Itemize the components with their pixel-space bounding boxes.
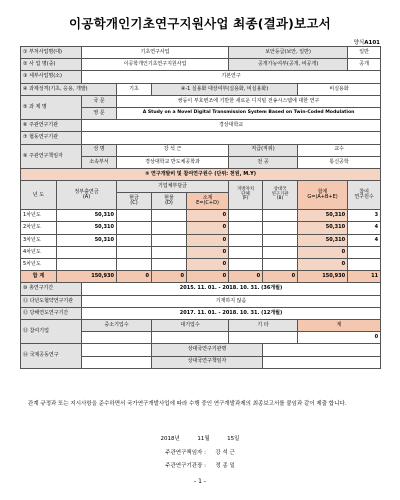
- row-period: ⑩ 총연구기간 2015. 11. 01. - 2018. 10. 31. (36개월): [21, 283, 381, 295]
- report-date: 2018년 11월 15일: [160, 436, 240, 442]
- row-current-period: ⑫ 당해연도연구기간 2017. 11. 01. - 2018. 10. 31. (12개월): [21, 307, 381, 319]
- page-title: 이공학개인기초연구지원사업 최종(결과)보고서: [69, 16, 331, 31]
- budget-row: 3차년도 50,310 0 50,310 4: [21, 234, 381, 246]
- row-ministry: ① 부처사업명(대) 기초연구사업 보안등급(보안, 일반) 일반: [21, 47, 381, 59]
- signer-pi: 주관연구책임자 : 강 석 근: [165, 450, 235, 456]
- row-multi-org: ⑪ 다년도협약연구기관 기재하지 않음: [21, 295, 381, 307]
- budget-header-2: 현금 (C) 현물 (D) 소계 E=(C+D): [21, 193, 381, 210]
- row-project: ② 사 업 명(중) 이공학개인기초연구지원사업 공개가능여부(공개, 비공개) 공개: [21, 59, 381, 71]
- report-table: [20, 46, 381, 369]
- budget-row: 1차년도 50,310 0 50,310 3: [21, 210, 381, 222]
- statement-text: 관계 규정과 또는 지시사항을 준수하면서 국가연구개발사업에 따라 수행 중인 연구개발과제의 최종보고서를 붙임과 같이 제출 합니다.: [28, 401, 347, 407]
- row-host-org: ⑥ 주관연구기관 경상대학교: [21, 120, 381, 132]
- budget-row: 5차년도 0 0: [21, 259, 381, 271]
- row-participating-1: ⑬ 참여기업 중소기업수 대기업수 기 타 계: [21, 319, 381, 331]
- row-participating-2: 0: [21, 332, 381, 344]
- form-code: 양식A101: [353, 40, 380, 46]
- budget-title-row: ⑨ 연구개발비 및 참여연구원수 (단위: 천원, M.Y): [21, 168, 381, 180]
- page-number: - 1 -: [194, 478, 206, 485]
- row-intl-2: 상대국연구책임자: [21, 356, 381, 368]
- row-intl-1: ⑭ 국제공동연구 상대국연구기관명: [21, 344, 381, 356]
- budget-header-1: 년 도 정부출연금 (A) 기업체부담금 지방자치 단체 (F) 상대국 연구기관 (B) 합계 G=(A+B+E) 참여 연구원수: [21, 181, 381, 193]
- row-pi-2: 소속부서 경상대학교 반도체공학과 전 공 통신공학: [21, 156, 381, 168]
- row-task-en: 영 문 A Study on a Novel Digital Transmission System Based on Twin-Coded Modulation: [21, 107, 381, 119]
- row-type: ④ 과제성격(기초, 응용, 개발) 기초 ④-1 실용화 대상여부(실용화, 비실용화) 비실용화: [21, 83, 381, 95]
- row-pi-1: ⑧ 주관연구책임자 성 명 강 석 근 직급(직위) 교수: [21, 144, 381, 156]
- row-task-ko: ⑤ 과 제 명 국 문 쌍둥이 부호변조에 기반한 새로운 디지털 전송시스템에 대한 연구: [21, 95, 381, 107]
- row-detail: ③ 세부사업명(소) 기본연구: [21, 71, 381, 83]
- signer-head: 주관연구기관장 : 정 종 일: [165, 463, 235, 469]
- budget-row: 4차년도 0 0: [21, 246, 381, 258]
- budget-sum-row: 합 계 150,930 0 0 0 0 0 150,930 11: [21, 271, 381, 283]
- budget-row: 2차년도 50,310 0 50,310 4: [21, 222, 381, 234]
- row-coop-org: ⑦ 협동연구기관: [21, 132, 381, 144]
